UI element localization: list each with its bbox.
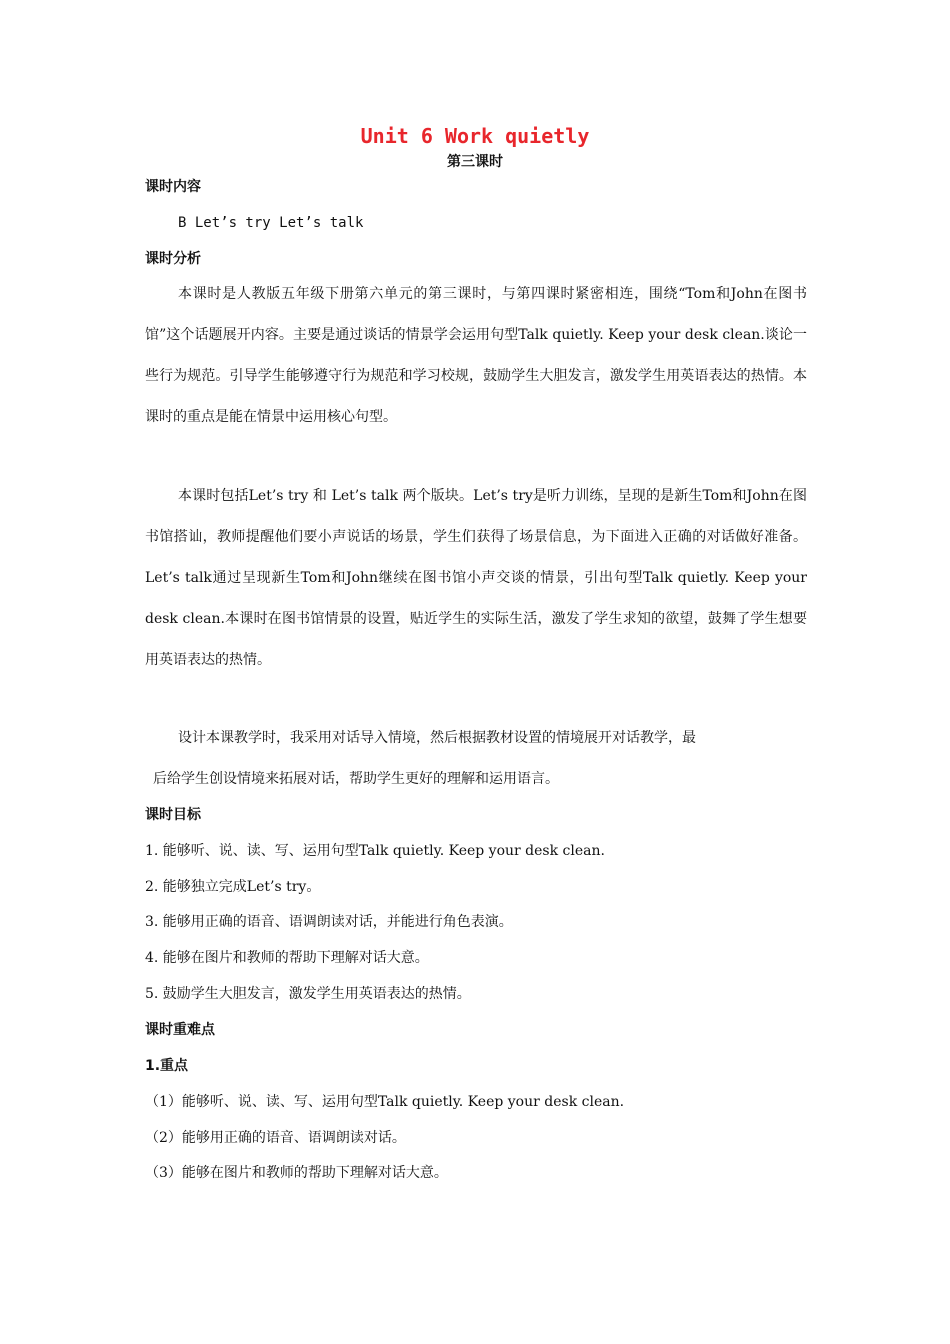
section-heading-key-points: 课时重难点 xyxy=(145,1022,215,1038)
analysis-paragraph-3-line-2: 后给学生创设情境来拓展对话，帮助学生更好的理解和运用语言。 xyxy=(153,771,559,787)
goal-item: 1. 能够听、说、读、写、运用句型Talk quietly. Keep your desk clean. xyxy=(145,843,605,859)
key-point-item: （1）能够听、说、读、写、运用句型Talk quietly. Keep your desk clean. xyxy=(145,1094,625,1110)
section-heading-goals: 课时目标 xyxy=(145,807,201,823)
key-points-subheading: 1.重点 xyxy=(145,1058,189,1074)
goal-item: 2. 能够独立完成Let’s try。 xyxy=(145,879,321,895)
analysis-paragraph-1: 本课时是人教版五年级下册第六单元的第三课时，与第四课时紧密相连，围绕“Tom和John在图书馆”这个话题展开内容。主要是通过谈话的情景学会运用句型Talk quietly. Keep your desk clean.谈论一些行为规范。引导学生能够遵守行为规范和学习校规，鼓励学生大胆发言，激发学生用英语表达的热情。本课时的重点是能在情景中运用核心句型。 xyxy=(145,286,807,425)
content-text: B Let’s try Let’s talk xyxy=(178,215,364,231)
key-point-item: （3）能够在图片和教师的帮助下理解对话大意。 xyxy=(145,1165,448,1181)
analysis-paragraph-2: 本课时包括Let’s try 和 Let’s talk 两个版块。Let’s try是听力训练，呈现的是新生Tom和John在图书馆搭讪，教师提醒他们要小声说话的场景，学生们获得了场景信息，为下面进入正确的对话做好准备。Let’s talk通过呈现新生Tom和John继续在图书馆小声交谈的情景，引出句型Talk quietly. Keep your desk clean.本课时在图书馆情景的设置，贴近学生的实际生活，激发了学生求知的欲望，鼓舞了学生想要用英语表达的热情。 xyxy=(145,488,807,668)
analysis-paragraph-3-line-1: 设计本课教学时，我采用对话导入情境，然后根据教材设置的情境展开对话教学，最 xyxy=(178,730,696,746)
section-heading-content: 课时内容 xyxy=(145,179,201,195)
section-heading-analysis: 课时分析 xyxy=(145,251,201,267)
document-subtitle: 第三课时 xyxy=(447,154,503,170)
key-point-item: （2）能够用正确的语音、语调朗读对话。 xyxy=(145,1130,406,1146)
goal-item: 3. 能够用正确的语音、语调朗读对话，并能进行角色表演。 xyxy=(145,914,513,930)
goal-item: 5. 鼓励学生大胆发言，激发学生用英语表达的热情。 xyxy=(145,986,471,1002)
goal-item: 4. 能够在图片和教师的帮助下理解对话大意。 xyxy=(145,950,429,966)
document-title: Unit 6 Work quietly xyxy=(360,124,590,148)
